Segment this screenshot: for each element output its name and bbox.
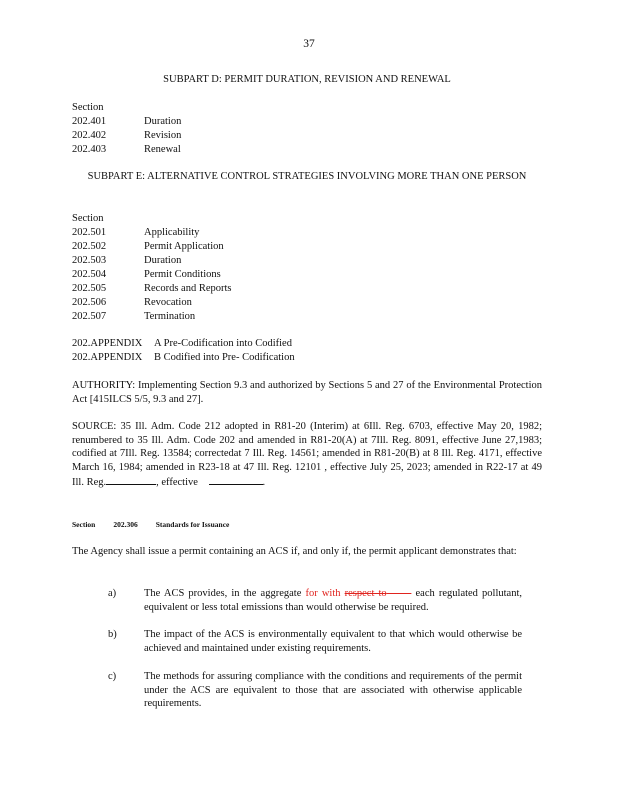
page-number: 37 (303, 38, 315, 50)
toc-entry-title: Duration (144, 255, 182, 266)
appendix-title: A Pre-Codification into Codified (154, 338, 292, 349)
toc-entry (72, 115, 181, 129)
inserted-text: for with (305, 588, 341, 599)
toc-entry-number: 202.401 (72, 116, 107, 127)
toc-entry-title: Permit Conditions (144, 269, 221, 280)
toc-entry-title: Revocation (144, 297, 192, 308)
toc-entry-title: Records and Reports (144, 283, 232, 294)
subpart-d-section-label: Section (72, 102, 104, 113)
list-item-label: c) (108, 671, 117, 682)
list-item-text: The ACS provides, in the aggregate (144, 588, 302, 599)
toc-entry-number: 202.502 (72, 241, 107, 252)
source-comma: , (156, 476, 159, 488)
source-paragraph (72, 420, 542, 489)
list-item (108, 628, 522, 655)
toc-entry-title: Applicability (144, 227, 200, 238)
toc-entry (72, 282, 231, 296)
toc-entry (72, 226, 199, 240)
blank-line (106, 475, 156, 485)
blank-line (209, 475, 263, 485)
intro-paragraph: The Agency shall issue a permit containing an ACS if, and only if, the permit applicant demonstrates that: (72, 546, 517, 557)
appendix-number: 202.APPENDIX (72, 352, 143, 363)
toc-entry-number: 202.504 (72, 269, 107, 280)
source-period: . (262, 476, 266, 488)
list-item-text: each regulated pollutant, equivalent or less total emissions than would otherwise be required. (144, 588, 523, 613)
authority-paragraph: AUTHORITY: Implementing Section 9.3 and authorized by Sections 5 and 27 of the Environmental Protection Act [415ILCS 5/5, 9.3 and 27]. (72, 380, 542, 405)
toc-entry (72, 240, 224, 254)
appendix-entry (72, 337, 292, 351)
subpart-d-heading: SUBPART D: PERMIT DURATION, REVISION AND RENEWAL (163, 74, 451, 85)
source-effective-label: effective (161, 476, 198, 488)
toc-entry (72, 143, 181, 157)
toc-entry-title: Renewal (144, 144, 181, 155)
appendix-number: 202.APPENDIX (72, 338, 143, 349)
list-item-label: a) (108, 588, 117, 599)
appendix-entry (72, 351, 295, 365)
toc-entry-title: Duration (144, 116, 182, 127)
toc-entry (72, 310, 195, 324)
toc-entry-title: Permit Application (144, 241, 224, 252)
toc-entry-number: 202.507 (72, 311, 107, 322)
source-text: SOURCE: 35 Ill. Adm. Code 212 adopted in R81-20 (Interim) at 6Ill. Reg. 6703, effective May 20, 1982; renumbered to 35 Ill. Adm. Code 202 and amended in R81-20(A) at 7Ill. Reg. 8091, effective June 27,1983; codified at 7Ill. Reg. 13584; correctedat 7 Ill. Reg. 14561; amended in R81-20(B) at 8 Ill. Reg. 4171, effective March 16, 1984; amended in R23-18 at 47 Ill. Reg. 12101 , effective July 25, 2023; amended in R22-17 at 49 Ill. Reg. (72, 421, 542, 488)
toc-entry-number: 202.402 (72, 130, 107, 141)
list-item (108, 670, 522, 711)
section-heading-number: 202.306 (113, 520, 138, 529)
list-item (108, 587, 523, 614)
toc-entry (72, 129, 181, 143)
deleted-text: respect to (344, 588, 387, 599)
appendix-title: B Codified into Pre- Codification (154, 352, 295, 363)
toc-entry (72, 296, 192, 310)
list-item-label: b) (108, 629, 117, 640)
subpart-e-section-label: Section (72, 213, 104, 224)
toc-entry-number: 202.501 (72, 227, 107, 238)
section-heading (72, 520, 247, 530)
section-heading-label: Section (72, 520, 96, 529)
toc-entry-number: 202.506 (72, 297, 107, 308)
section-heading-title: Standards for Issuance (155, 520, 230, 529)
toc-entry-number: 202.403 (72, 144, 107, 155)
toc-entry-number: 202.503 (72, 255, 107, 266)
list-item-text: The methods for assuring compliance with the conditions and requirements of the permit under the ACS are equivalent to those that are associated with otherwise applicable requirements. (144, 671, 522, 710)
toc-entry (72, 268, 221, 282)
list-item-text: The impact of the ACS is environmentally equivalent to that which would otherwise be achieved and maintained under existing requirements. (144, 629, 522, 654)
toc-entry-title: Termination (144, 311, 196, 322)
toc-entry-title: Revision (144, 130, 182, 141)
toc-entry-number: 202.505 (72, 283, 107, 294)
toc-entry (72, 254, 181, 268)
subpart-e-heading: SUBPART E: ALTERNATIVE CONTROL STRATEGIES INVOLVING MORE THAN ONE PERSON (87, 171, 527, 182)
